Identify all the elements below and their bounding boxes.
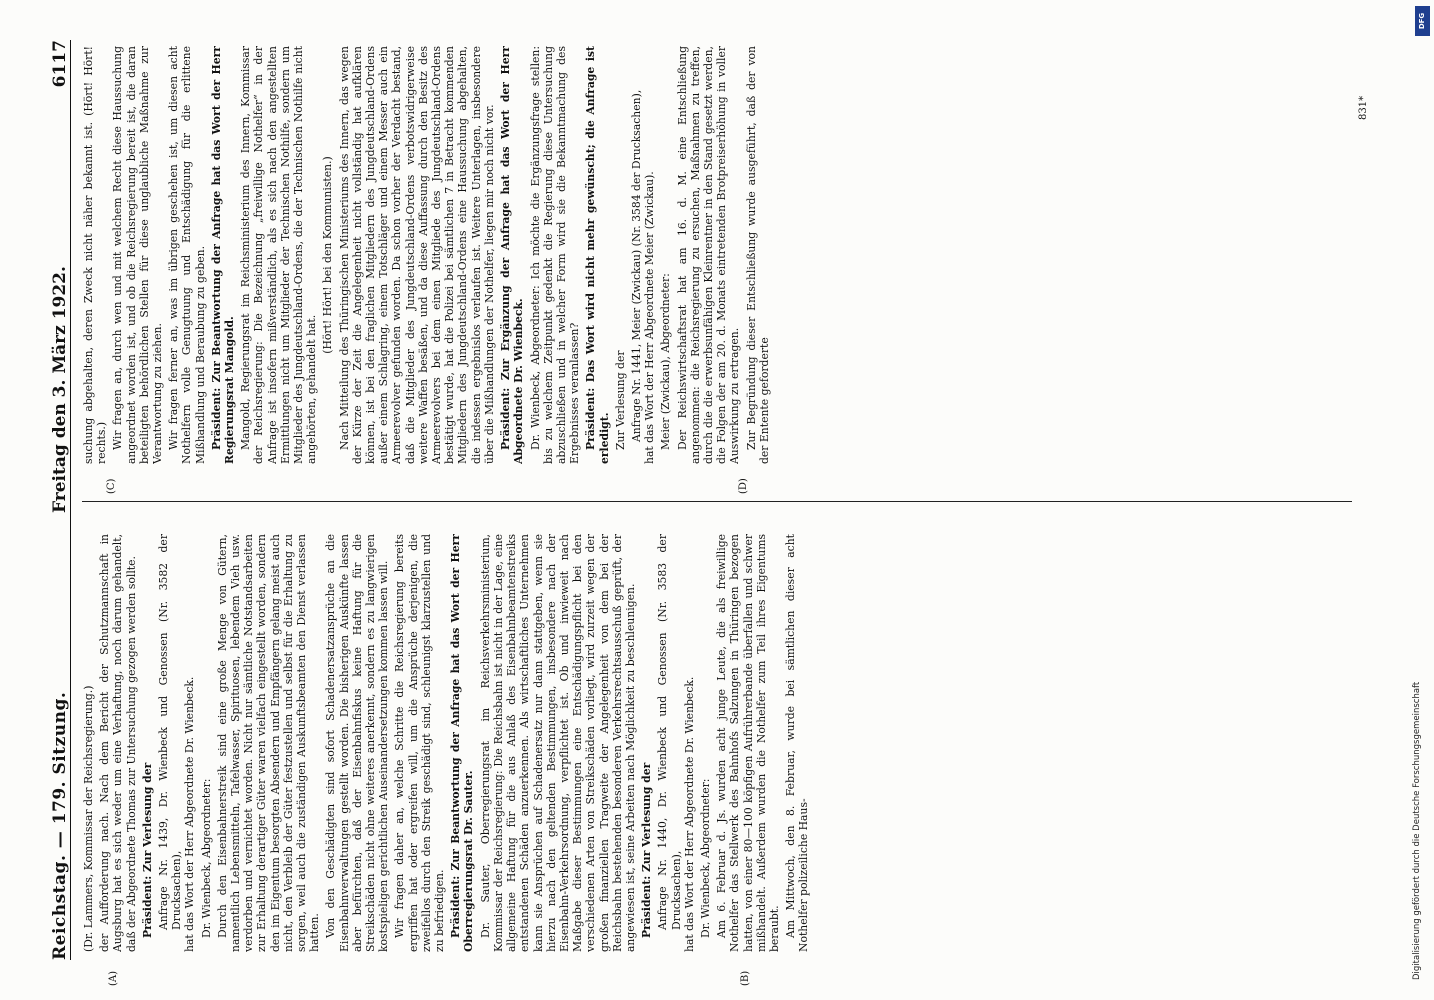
paragraph: hat das Wort der Herr Abgeordnete Dr. Wienbeck. [183, 676, 197, 952]
paragraph: Durch den Eisenbahnerstreik sind eine große Menge von Gütern, namentlich Lebensmitteln, Tafelwasser, Spirituosen, lebendem Vieh usw. verdorben und vernichtet worden. Nicht nur sämtliche Notstandsarbeiten zur Erhaltung derartiger Güter waren vielfach eingestellt worden, sondern den im Eigentum besorgten Absendern und Empfängern gelang meist auch nicht, den Verbleib der Güter festzustellen und selbst für die Erhaltung zu sorgen, weil auch die zuständigen Auskunftsbeamten den Dienst verlassen hatten. [215, 534, 322, 952]
paragraph: (Hört! Hört! bei den Kommunisten.) [321, 156, 335, 354]
paragraph: Von den Geschädigten sind sofort Schadenersatzansprüche an die Eisenbahnverwaltungen gestellt worden. Die bisherigen Auskünfte lassen aber befürchten, daß der Eisenbahnfiskus keine Haftung für die Streikschäden nicht ohne weiteres anerkennt, sondern es zu langwierigen kostspieligen gerichtlichen Auseinandersetzungen kommen lassen will. [324, 534, 391, 952]
margin-mark-a: (A) [108, 970, 119, 986]
footer-mark: 831* [1358, 95, 1369, 120]
paragraph: Präsident: Das Wort wird nicht mehr gewünscht; die Anfrage ist erledigt. [584, 46, 611, 464]
rotated-print-area [40, 40, 1380, 986]
margin-mark-b: (B) [740, 970, 751, 986]
digitization-note [1412, 20, 1432, 980]
paragraph: Zur Verlesung der [613, 350, 627, 450]
paragraph: Anfrage Nr. 1441, Meier (Zwickau) (Nr. 3584 der Drucksachen), [629, 89, 643, 442]
paragraph: Nach Mitteilung des Thüringischen Ministeriums des Innern, das wegen der Kürze der Zeit die Angelegenheit nicht vollständig hat aufklären können, ist bei den fraglichen Mitgliedern des Jungdeutschland-Ordens außer einem Schlagring, einem Totschläger und einem Messer auch ein Armeerevolver gefunden worden. Da schon vorher der Verdacht bestand, daß die Mitglieder des Jungdeutschland-Ordens verbotswidrigerweise weitere Waffen besäßen, und da diese Auffassung durch den Besitz des Armeerevolvers bei dem einen Mitgliede des Jungdeutschland-Ordens bestätigt wurde, hat die Polizei bei sämtlichen 7 in Betracht kommenden Mitgliedern des Jungdeutschland-Ordens eine Haussuchung abgehalten, die indessen ergebnislos verlaufen ist. Weitere Unterlagen, insbesondere über die Mißhandlungen der Nothelfer, liegen mir noch nicht vor. [337, 46, 496, 464]
text-column-left [82, 534, 1372, 952]
paragraph: Präsident: Zur Beantwortung der Anfrage hat das Wort der Herr Oberregierungsrat Dr. Sauter. [449, 534, 476, 952]
paragraph: Präsident: Zur Ergänzung der Anfrage hat das Wort der Herr Abgeordnete Dr. Wienbeck. [499, 46, 526, 464]
paragraph: Anfrage Nr. 1439, Dr. Wienbeck und Genossen (Nr. 3582 der Drucksachen), [157, 534, 184, 930]
paragraph: Meier (Zwickau), Abgeordneter: [659, 273, 673, 450]
paragraph: Wir fragen an, durch wen und mit welchem Recht diese Haussuchung angeordnet worden ist, und ob die Reichsregierung bereit ist, die daran beteiligten behördlichen Stellen für diese unglaubliche Maßnahme zur Verantwortung zu ziehen. [111, 46, 165, 464]
margin-mark-c: (C) [106, 478, 117, 494]
paragraph: Mangold, Regierungsrat im Reichsministerium des Innern, Kommissar der Reichsregierung: Die Bezeichnung „freiwillige Nothelfer“ in der Anfrage ist insofern mißverständlich, als es sich nach den angestellten Ermittlungen nicht um Mitglieder der Technischen Nothilfe, sondern um Mitglieder des Jungdeutschland-Ordens, die der Technischen Nothilfe nicht angehörten, gehandelt hat. [239, 46, 319, 464]
paragraph: Anfrage Nr. 1440, Dr. Wienbeck und Genossen (Nr. 3583 der Drucksachen), [656, 534, 683, 930]
paragraph: Zur Begründung dieser Entschließung wurde ausgeführt, daß der von der Entente geforderte [744, 46, 771, 464]
paragraph: Dr. Wienbeck, Abgeordneter: Ich möchte die Ergänzungsfrage stellen: bis zu welchem Zeitpunkt gedenkt die Regierung diese Untersuchung abzuschließen und in welcher Form wird sie die Bekanntmachung des Ergebnisses veranlassen? [528, 46, 582, 464]
paragraph: Am Mittwoch, den 8. Februar, wurde bei sämtlichen dieser acht Nothelfer polizeiliche Haus- [784, 534, 811, 952]
paragraph: Dr. Wienbeck, Abgeordneter: [199, 778, 213, 938]
margin-mark-d: (D) [738, 478, 749, 494]
paragraph: Wir fragen daher an, welche Schritte die Reichsregierung bereits ergriffen hat oder ergreifen will, um die Ansprüche derjenigen, die zweifellos durch den Streik geschädigt sind, schleunigst klarzustellen und zu befriedigen. [393, 534, 447, 952]
paragraph: Präsident: Zur Verlesung der [140, 762, 154, 938]
running-header [40, 40, 71, 960]
paragraph: Dr. Wienbeck, Abgeordneter: [698, 778, 712, 938]
digitization-note-text: Digitalisierung gefördert durch die Deutsche Forschungsgemeinschaft [1412, 681, 1422, 980]
paragraph: hat das Wort der Herr Abgeordnete Meier (Zwickau). [643, 171, 657, 464]
paragraph: Am 6. Februar d. Js. wurden acht junge Leute, die als freiwillige Nothelfer das Stellwerk des Bahnhofs Salzungen in Thüringen bezogen hatten, von einer 80—100 köpfigen Aufrührerbande überfallen und schwer mißhandelt. Außerdem wurden die Nothelfer zum Teil ihres Eigentums beraubt. [715, 534, 781, 952]
paragraph: Wir fragen ferner an, was im übrigen geschehen ist, um diesen acht Nothelfern volle Genugtuung und Entschädigung für die erlittene Mißhandlung und Beraubung zu geben. [167, 46, 207, 464]
column-rule [82, 501, 1352, 502]
paragraph: Präsident: Zur Verlesung der [640, 762, 654, 938]
paragraph: suchung abgehalten, deren Zweck nicht näher bekannt ist. (Hört! Hört! rechts.) [82, 46, 109, 464]
paragraph: der Aufforderung nach. Nach dem Bericht der Schutzmannschaft in Augsburg hat es sich weder um eine Verhaftung, noch darum gehandelt, daß der Abgeordnete Thomas zur Untersuchung gezogen werden sollte. [98, 534, 138, 952]
header-center: Freitag den 3. März 1922. [50, 266, 70, 513]
text-column-right [82, 46, 1372, 464]
paragraph: (Dr. Lammers, Kommissar der Reichsregierung.) [82, 685, 95, 952]
paragraph: Der Reichswirtschaftsrat hat am 16. d. M. eine Entschließung angenommen: die Reichsregierung zu ersuchen, Maßnahmen zu treffen, durch die die erwerbsunfähigen Kleinrentner in den Stand gesetzt werden, die Folgen der am 20. d. Monats eintretenden Brotpreiserhöhung in voller Auswirkung zu ertragen. [675, 46, 742, 464]
header-left: Reichstag. — 179. Sitzung. [50, 691, 70, 960]
paragraph: Präsident: Zur Beantwortung der Anfrage hat das Wort der Herr Regierungsrat Mangold. [209, 46, 237, 464]
paragraph: hat das Wort der Herr Abgeordnete Dr. Wienbeck. [682, 676, 696, 952]
paragraph: Dr. Sauter, Oberregierungsrat im Reichsverkehrsministerium, Kommissar der Reichsregierung: Die Reichsbahn ist nicht in der Lage, eine allgemeine Haftung für die aus Anlaß des Eisenbahnbeamtenstreiks entstandenen Schäden anzuerkennen. Als wirtschaftliches Unternehmen kann sie Ansprüchen auf Schadenersatz nur dann stattgeben, wenn sie hierzu nach den geltenden Bestimmungen, insbesondere nach der Eisenbahn-Verkehrsordnung, verpflichtet ist. Ob und inwieweit nach Maßgabe dieser Bestimmungen eine Entschädigungspflicht bei den verschiedenen Arten von Streikschäden vorliegt, wird zurzeit wegen der großen finanziellen Tragweite der Angelegenheit von dem bei der Reichsbahn bestehenden besonderen Verkehrsrechtsausschuß geprüft, der angewiesen ist, seine Arbeiten nach Möglichkeit zu beschleunigen. [478, 534, 637, 952]
dfg-logo-text: DFG [1418, 12, 1427, 30]
page-number: 6117 [50, 40, 70, 88]
